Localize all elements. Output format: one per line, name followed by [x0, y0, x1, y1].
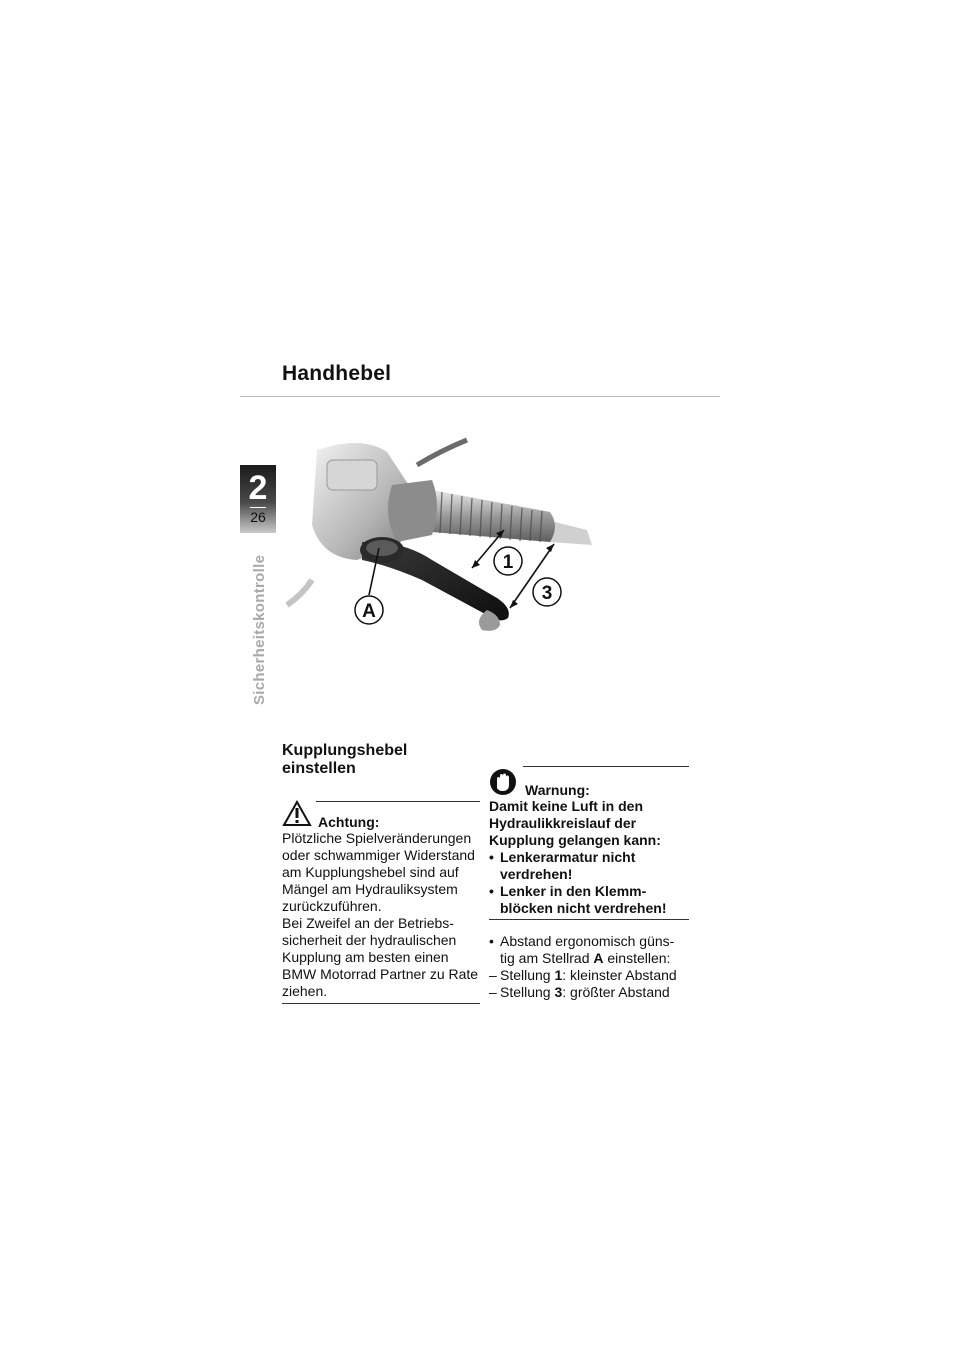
reference-label: A	[593, 950, 604, 966]
text-line: Kupplung am besten einen	[282, 949, 449, 965]
side-chapter-title: Sicherheitskontrolle	[251, 554, 268, 705]
page-title: Handhebel	[282, 362, 392, 385]
text-line: Lenkerarmatur nicht	[500, 849, 636, 865]
warning-bullet	[489, 883, 689, 917]
cable-shape	[287, 580, 312, 605]
bullet-text	[500, 883, 689, 917]
caution-text	[282, 830, 480, 1000]
text-line: am Kupplungshebel sind auf	[282, 864, 459, 880]
instruction-option	[489, 967, 689, 984]
text-line: Plötzliche Spielveränderungen	[282, 830, 472, 846]
text-line: BMW Motorrad Partner zu Rate	[282, 966, 479, 982]
caution-bottom-rule	[282, 1003, 480, 1004]
warning-bullet	[489, 849, 689, 883]
exclamation-triangle-icon	[282, 800, 312, 828]
cable-shape	[417, 440, 467, 465]
caution-top-rule	[316, 801, 480, 802]
text-line: verdrehen!	[500, 866, 573, 882]
option-text	[500, 967, 689, 984]
reference-label: 1	[554, 967, 563, 983]
text-line: Abstand ergonomisch güns-	[500, 933, 675, 949]
text-line: Bei Zweifel an der Betriebs-	[282, 915, 454, 931]
option-text	[500, 984, 689, 1001]
warning-bottom-rule	[489, 919, 689, 920]
text-line: blöcken nicht verdrehen!	[500, 900, 667, 916]
text-line: Lenker in den Klemm-	[500, 883, 647, 899]
text-line: sicherheit der hydraulischen	[282, 932, 457, 948]
text-fragment: einstellen:	[603, 950, 671, 966]
chapter-number: 2	[248, 469, 268, 507]
bullet-marker: •	[489, 883, 494, 899]
hand-stop-icon	[489, 768, 517, 796]
warning-text	[489, 798, 689, 917]
warning-box	[489, 766, 689, 920]
text-line: ziehen.	[282, 983, 328, 999]
dash-marker: –	[489, 984, 497, 1000]
switch-label-plate	[327, 460, 377, 490]
text-line: Kupplung gelangen kann:	[489, 832, 661, 848]
bullet-marker: •	[489, 933, 494, 949]
callout-label-3: 3	[541, 583, 553, 604]
title-divider	[240, 396, 720, 397]
lever-clamp-shape	[388, 480, 437, 542]
section-heading: Kupplungshebel einstellen	[282, 742, 408, 777]
warning-header	[489, 766, 689, 798]
caution-header	[282, 798, 480, 830]
callout-label-a: A	[362, 601, 376, 622]
bullet-marker: •	[489, 849, 494, 865]
callout-label-1: 1	[502, 552, 514, 573]
warning-label: Warnung:	[525, 782, 590, 798]
reference-label: 3	[554, 984, 563, 1000]
bullet-text	[500, 849, 689, 883]
text-line: zurückzuführen.	[282, 898, 382, 914]
step-text	[500, 933, 689, 967]
dash-marker: –	[489, 967, 497, 983]
clutch-lever-illustration	[282, 430, 612, 700]
dimension-arrow	[546, 544, 554, 552]
dimension-arrow	[472, 560, 480, 568]
instruction-step	[489, 933, 689, 967]
caution-box	[282, 798, 480, 1004]
adjuster-wheel-top	[366, 540, 398, 556]
dimension-arrow	[510, 600, 518, 608]
text-line: oder schwammiger Widerstand	[282, 847, 475, 863]
text-fragment: Stellung	[500, 984, 555, 1000]
instruction-option	[489, 984, 689, 1001]
text-fragment: tig am Stellrad	[500, 950, 594, 966]
text-fragment: Stellung	[500, 967, 555, 983]
caution-label: Achtung:	[318, 814, 380, 830]
text-fragment: : kleinster Abstand	[562, 967, 677, 983]
warning-top-rule	[523, 766, 689, 767]
text-line: Mängel am Hydrauliksystem	[282, 881, 458, 897]
instruction-list	[489, 933, 689, 1001]
text-line: Hydraulikkreislauf der	[489, 815, 637, 831]
text-fragment: : größter Abstand	[562, 984, 670, 1000]
text-line: Damit keine Luft in den	[489, 798, 644, 814]
page-number: 26	[250, 509, 266, 525]
